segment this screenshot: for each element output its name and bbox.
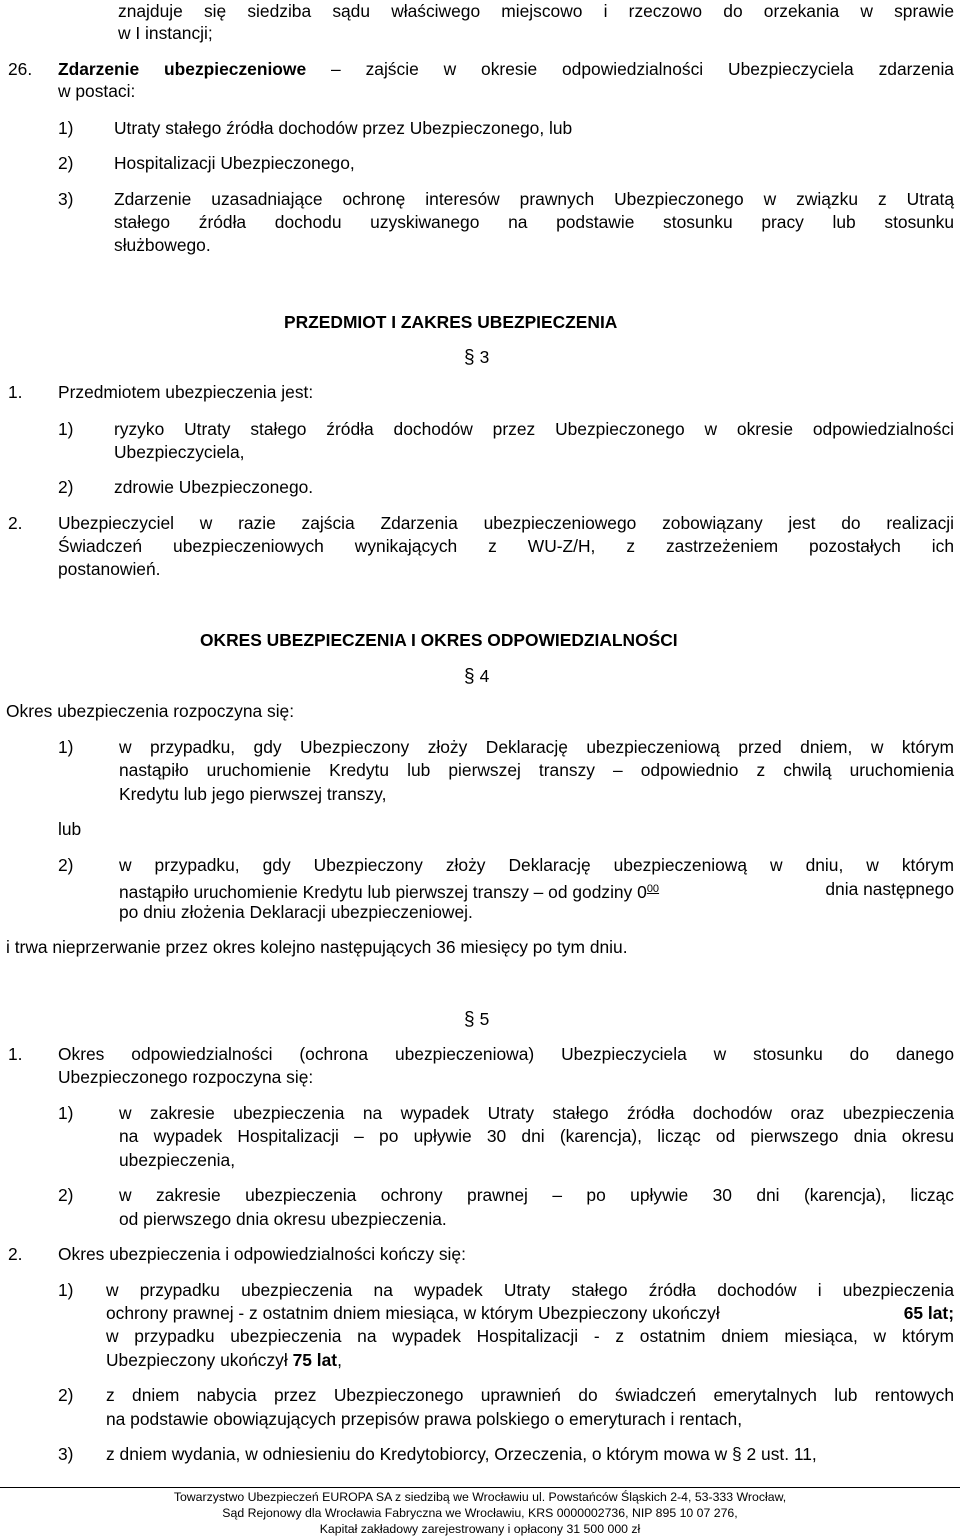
paragraph-text: Okres ubezpieczenia i odpowiedzialności kończy się: — [58, 1244, 466, 1264]
section-number: § 3 — [464, 347, 490, 368]
paragraph-text: Ubezpieczonego rozpoczyna się: — [58, 1067, 314, 1087]
definition-line: w postaci: — [58, 81, 136, 101]
list-number: 2) — [58, 1385, 74, 1405]
list-item: zdrowie Ubezpieczonego. — [114, 477, 314, 497]
definition-text: zajście w okresie odpowiedzialności Ubezpieczyciela zdarzenia — [365, 59, 954, 79]
footer-divider — [0, 1487, 960, 1488]
list-number: 3) — [58, 1444, 74, 1464]
conjunction: lub — [58, 819, 82, 839]
list-item: nastąpiło uruchomienie Kredytu lub pierwszej transzy – od godziny $0^{00}$ dnia następnego — [119, 879, 954, 902]
list-number: 2) — [58, 477, 74, 497]
list-number: 1) — [58, 118, 74, 138]
paragraph-text: Przedmiotem ubezpieczenia jest: — [58, 382, 314, 402]
list-item: Ubezpieczony ukończył 75 lat, — [106, 1350, 342, 1370]
list-item: nastąpiło uruchomienie Kredytu lub pierwszej transzy – odpowiednio z chwilą uruchomienia — [119, 760, 954, 780]
age-limit: 75 lat — [292, 1350, 338, 1370]
definition-dash: – — [331, 59, 341, 79]
list-item: z dniem wydania, w odniesieniu do Kredytobiorcy, Orzeczenia, o którym mowa w § 2 ust. 11, — [106, 1444, 817, 1464]
paragraph-number: 1. — [8, 1044, 23, 1064]
definition-term: Zdarzenie ubezpieczeniowe — [58, 59, 307, 79]
paragraph-line: znajduje się siedziba sądu właściwego miejscowo i rzeczowo do orzekania w sprawie — [118, 1, 954, 21]
list-item: po dniu złożenia Deklaracji ubezpieczeniowej. — [119, 902, 473, 922]
section-number: § 4 — [464, 666, 490, 687]
section-number: § 5 — [464, 1009, 490, 1030]
list-item: w przypadku, gdy Ubezpieczony złoży Deklarację ubezpieczeniową przed dniem, w którym — [119, 737, 954, 757]
hour-superscript: 00 — [646, 883, 660, 895]
list-item: na podstawie obowiązujących przepisów prawa polskiego o emeryturach i rentach, — [106, 1409, 743, 1429]
list-number: 1) — [58, 1103, 74, 1123]
list-item: w zakresie ubezpieczenia ochrony prawnej – po upływie 30 dni (karencja), licząc — [119, 1185, 954, 1205]
list-item: Utraty stałego źródła dochodów przez Ubezpieczonego, lub — [114, 118, 573, 138]
list-number: 1) — [58, 737, 74, 757]
list-item: Hospitalizacji Ubezpieczonego, — [114, 153, 355, 173]
list-item: Ubezpieczyciela, — [114, 442, 245, 462]
list-item: ubezpieczenia, — [119, 1150, 236, 1170]
paragraph-sign-icon: § — [464, 1009, 475, 1030]
list-item: stałego źródła dochodu uzyskiwanego na podstawie stosunku pracy lub stosunku — [114, 212, 954, 232]
list-number: 1) — [58, 419, 74, 439]
paragraph-text: Okres odpowiedzialności (ochrona ubezpieczeniowa) Ubezpieczyciela w stosunku do danego — [58, 1044, 954, 1064]
section-heading: PRZEDMIOT I ZAKRES UBEZPIECZENIA — [284, 312, 618, 332]
footer-line: Kapitał zakładowy zarejestrowany i opłacony 31 500 000 zł — [319, 1522, 641, 1536]
paragraph-text: postanowień. — [58, 559, 161, 579]
footer-line: Sąd Rejonowy dla Wrocławia Fabryczna we Wrocławiu, KRS 0000002736, NIP 895 10 07 276, — [222, 1506, 738, 1520]
list-item: w przypadku ubezpieczenia na wypadek Utraty stałego źródła dochodów i ubezpieczenia — [106, 1280, 954, 1300]
list-item: ryzyko Utraty stałego źródła dochodów przez Ubezpieczonego w okresie odpowiedzialności — [114, 419, 954, 439]
paragraph-text: i trwa nieprzerwanie przez okres kolejno następujących 36 miesięcy po tym dniu. — [6, 937, 628, 957]
list-number: 3) — [58, 189, 74, 209]
paragraph-text: Okres ubezpieczenia rozpoczyna się: — [6, 701, 295, 721]
age-limit: 65 lat; — [903, 1303, 954, 1323]
list-number: 2) — [58, 153, 74, 173]
paragraph-sign-icon: § — [464, 347, 475, 368]
list-item: w zakresie ubezpieczenia na wypadek Utraty stałego źródła dochodów oraz ubezpieczenia — [119, 1103, 954, 1123]
list-number: 2) — [58, 855, 74, 875]
list-item: od pierwszego dnia okresu ubezpieczenia. — [119, 1209, 447, 1229]
paragraph-number: 2. — [8, 1244, 23, 1264]
list-item: służbowego. — [114, 235, 211, 255]
paragraph-number: 2. — [8, 513, 23, 533]
list-item: w przypadku ubezpieczenia na wypadek Hospitalizacji - z ostatnim dniem miesiąca, w którym — [106, 1326, 954, 1346]
list-item: z dniem nabycia przez Ubezpieczonego uprawnień do świadczeń emerytalnych lub rentowych — [106, 1385, 954, 1405]
section-heading: OKRES UBEZPIECZENIA I OKRES ODPOWIEDZIALNOŚCI — [200, 630, 678, 650]
paragraph-sign-icon: § — [464, 666, 475, 687]
definition-number: 26. — [8, 59, 33, 79]
paragraph-text: Świadczeń ubezpieczeniowych wynikających z WU-Z/H, z zastrzeżeniem pozostałych ich — [58, 536, 954, 556]
list-number: 2) — [58, 1185, 74, 1205]
paragraph-line: w I instancji; — [118, 23, 213, 43]
list-item: na wypadek Hospitalizacji – po upływie 30 dni (karencja), licząc od pierwszego dnia okresu — [119, 1126, 954, 1146]
list-item: w przypadku, gdy Ubezpieczony złoży Deklarację ubezpieczeniową w dniu, w którym — [119, 855, 954, 875]
paragraph-text: Ubezpieczyciel w razie zajścia Zdarzenia ubezpieczeniowego zobowiązany jest do realizacji — [58, 513, 954, 533]
list-item: ochrony prawnej - z ostatnim dniem miesiąca, w którym Ubezpieczony ukończył 65 lat; — [106, 1303, 954, 1323]
footer-line: Towarzystwo Ubezpieczeń EUROPA SA z siedzibą we Wrocławiu ul. Powstańców Śląskich 2-4, 53-333 Wrocław, — [173, 1490, 787, 1504]
list-item: Kredytu lub jego pierwszej transzy, — [119, 784, 387, 804]
definition-line — [58, 58, 954, 80]
paragraph-number: 1. — [8, 382, 23, 402]
list-number: 1) — [58, 1280, 74, 1300]
list-item: Zdarzenie uzasadniające ochronę interesów prawnych Ubezpieczonego w związku z Utratą — [114, 189, 954, 209]
